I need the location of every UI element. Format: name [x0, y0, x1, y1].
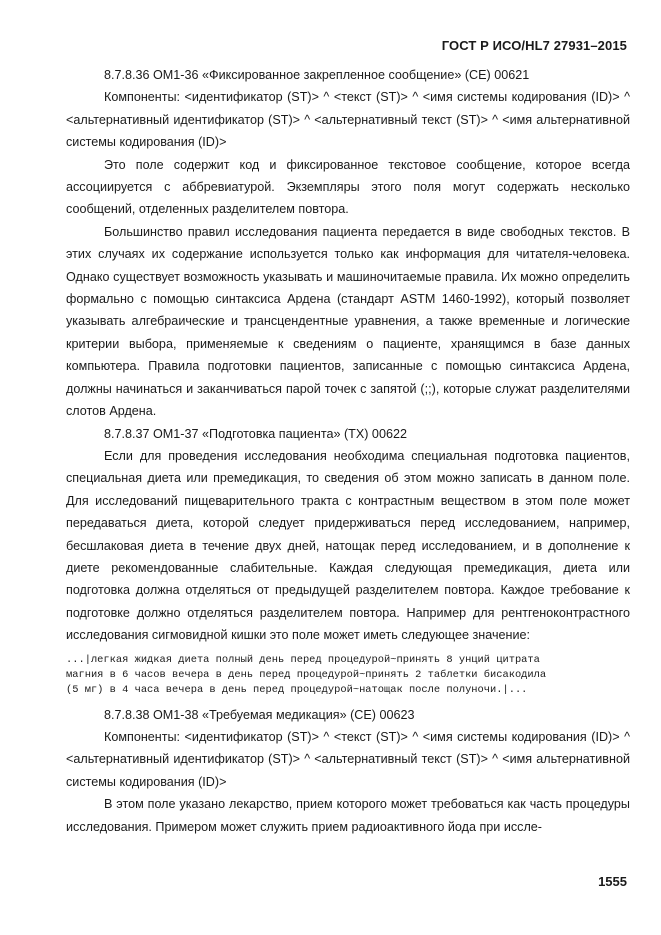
- page-number: 1555: [598, 874, 627, 889]
- code-example: ...|легкая жидкая диета полный день перед процедурой~принять 8 унций цитрата магния в 6 часов вечера в день перед процедурой~принять 2 таблетки бисакодила (5 мг) в 4 часа вечера в день перед процедурой~натощак после полуночи.|...: [66, 653, 547, 696]
- paragraph-required-medication: В этом поле указано лекарство, прием которого может требоваться как часть процедуры исследования. Примером может служить прием радиоактивного йода при иссле-: [66, 797, 630, 834]
- paragraph-components-om1-38: Компоненты: <идентификатор (ST)> ^ <текст (ST)> ^ <имя системы кодирования (ID)> ^ <альтернативный идентификатор (ST)> ^ <альтернативный текст (ST)> ^ <имя альтернативной системы кодирования (ID)>: [66, 729, 630, 789]
- paragraph-patient-preparation: Если для проведения исследования необходима специальная подготовка пациентов, специальная диета или премедикация, то сведения об этом можно записать в данном поле. Для исследований пищеварительного тракта с контрастным веществом в этом поле может передаваться диета, которой следует придерживаться перед исследованием, например, бесшлаковая диета в течение двух дней, натощак перед исследованием, и в дополнение к диете рекомендованные слабительные. Каждая следующая премедикация, диета или подготовка должна отделяться от предыдущей разделителем повтора. Каждое требование к подготовке должно отделяться разделителем повтора. Например для рентгеноконтрастного исследования сигмовидной кишки это поле может иметь следующее значение:: [66, 448, 630, 643]
- paragraph-field-description: Это поле содержит код и фиксированное текстовое сообщение, которое всегда ассоциируется с аббревиатурой. Экземпляры этого поля могут содержать несколько сообщений, отделенных разделителем повтора.: [66, 157, 630, 217]
- section-heading-om1-38: 8.7.8.38 OM1-38 «Требуемая медикация» (CE) 00623: [104, 707, 415, 722]
- paragraph-arden-syntax: Большинство правил исследования пациента передается в виде свободных текстов. В этих случаях их содержание используется только как информация для читателя-человека. Однако существует возможность указывать и машиночитаемые правила. Их можно определить формально с помощью синтаксиса Ардена (стандарт ASTM 1460-1992), который позволяет указывать алгебраические и трансцендентные уравнения, а также временные и логические критерии выбора, применяемые к сведениям о пациенте, хранящимся в базе данных компьютера. Правила подготовки пациентов, записанные с помощью синтаксиса Ардена, должны начинаться и заканчиваться парой точек с запятой (;;), которые служат разделителями слотов Ардена.: [66, 224, 630, 419]
- section-heading-om1-36: 8.7.8.36 OM1-36 «Фиксированное закрепленное сообщение» (CE) 00621: [104, 68, 530, 82]
- document-standard-id: ГОСТ Р ИСО/HL7 27931–2015: [441, 38, 627, 53]
- section-heading-om1-37: 8.7.8.37 OM1-37 «Подготовка пациента» (TX) 00622: [104, 426, 407, 441]
- paragraph-components-om1-36: Компоненты: <идентификатор (ST)> ^ <текст (ST)> ^ <имя системы кодирования (ID)> ^ <альтернативный идентификатор (ST)> ^ <альтернативный текст (ST)> ^ <имя альтернативной системы кодирования (ID)>: [66, 90, 630, 150]
- document-body: [66, 64, 630, 838]
